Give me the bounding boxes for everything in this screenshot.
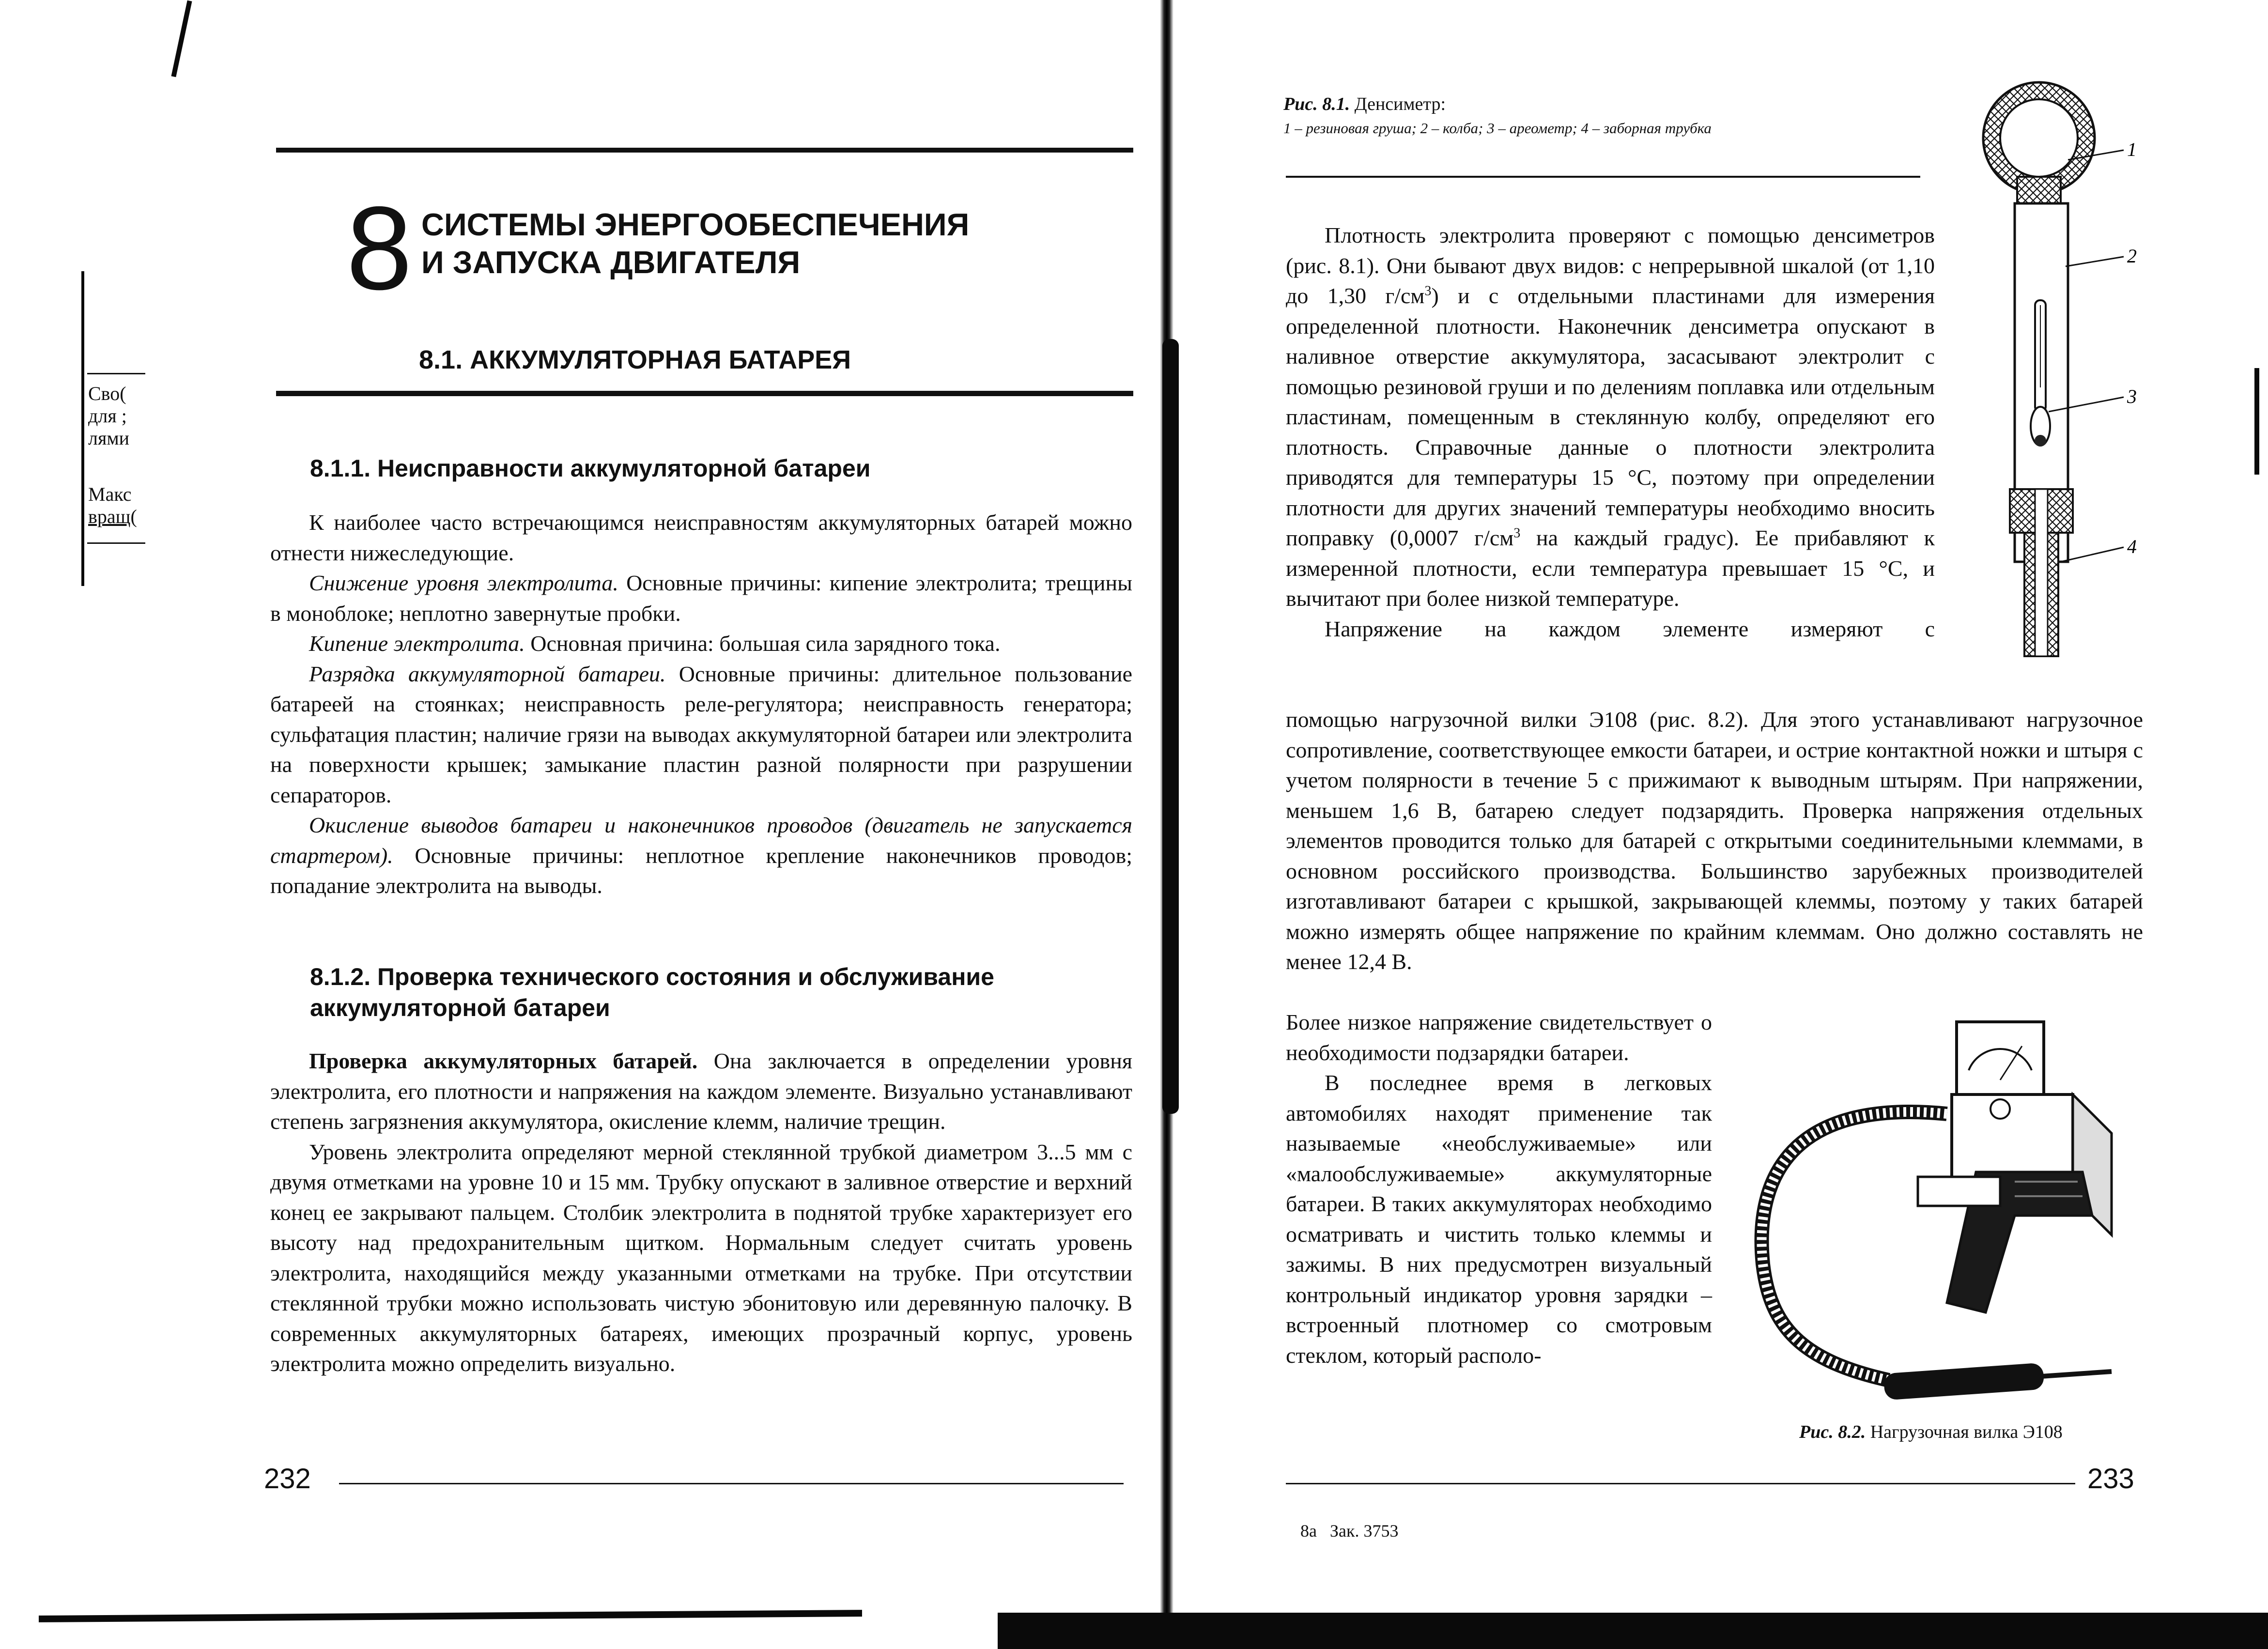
figure-label: 4 — [2127, 536, 2137, 557]
margin-rule — [87, 373, 145, 374]
left-body-2 — [270, 1046, 1132, 1379]
probe-shape — [1883, 1363, 2112, 1401]
subsection-title: 8.1.1. Неисправности аккумуляторной батареи — [310, 455, 871, 482]
paragraph: К наиболее часто встречающимся неисправностям аккумуляторных батарей можно отнести нижеследующие. — [270, 510, 1132, 565]
left-edge-mark — [171, 0, 192, 77]
footer-rule-left — [339, 1483, 1124, 1484]
paragraph: Снижение уровня электролита. Основные причины: кипение электролита; трещины в моноблоке; неплотно завернутые пробки. — [270, 570, 1133, 626]
handle-shape — [1918, 1172, 2092, 1312]
left-body-1 — [270, 508, 1132, 901]
left-edge-line — [81, 271, 84, 586]
caption-rule — [1286, 176, 1920, 178]
margin-fragment: лями — [88, 427, 130, 449]
figure-label: 3 — [2127, 385, 2137, 407]
margin-fragment: для ; — [88, 405, 127, 427]
margin-rule — [87, 542, 145, 544]
margin-fragment: Сво( — [88, 383, 126, 404]
cable-shape — [1762, 1112, 1947, 1380]
right-body-1 — [1286, 220, 1935, 644]
figure-label: 1 — [2127, 139, 2137, 160]
gutter-blot — [1162, 339, 1179, 1114]
right-edge-mark — [2254, 368, 2259, 475]
chapter-title — [421, 206, 969, 281]
top-rule-left — [276, 148, 1133, 153]
chapter-number: 8 — [346, 182, 413, 314]
paragraph: Проверка аккумуляторных батарей. Она заключается в определении уровня электролита, его плотности и напряжения на каждом элементе. Визуально устанавливают степень загрязнения аккумулятора, окисление клемм, наличие трещин. — [270, 1048, 1133, 1134]
bottom-scan-bar — [998, 1613, 2268, 1649]
margin-fragment: вращ( — [88, 506, 137, 527]
right-body-3 — [1286, 1007, 1712, 1371]
footer-rule-right — [1286, 1483, 2075, 1484]
paragraph: Плотность электролита проверяют с помощью денсиметров (рис. 8.1). Они бывают двух видов: с непрерывной шкалой (от 1,10 до 1,30 $г/см^3$) и с отдельными пластинами для измерения определенной плотности. Наконечник денсиметра опускают в наливное отверстие аккумулятора, засасывают электролит с помощью резиновой груши и по делениям поплавка или отдельным пластинам, помещенным в стеклянную колбу, определяют его плотность. Справочные данные о плотности электролита приводятся для температуры 15 °С, поэтому при определении плотности для других значений температуры необходимо вносить поправку (0,0007 $г/см^3$ на каждый градус). Ее прибавляют к измеренной плотности, если температура превышает 15 °С, и вычитают при более низкой температуре. — [1286, 223, 1935, 611]
paragraph: Напряжение на каждом элементе измеряют с — [1325, 616, 1935, 641]
paragraph: Уровень электролита определяют мерной стеклянной трубкой диаметром 3...5 мм с двумя отметками на уровне 10 и 15 мм. Трубку опускают в заливное отверстие и верхний конец ее закрывают пальцем. Столбик электролита в поднятой трубке характеризует его высоту над предохранительным щитком. Нормальным следует считать уровень электролита, находящийся между указанными отметками на трубке. При отсутствии стеклянной трубки можно использовать чистую эбонитовую или деревянную палочку. В современных аккумуляторных батареях, имеющих прозрачный корпус, уровень электролита можно определить визуально. — [270, 1139, 1132, 1376]
paragraph: Кипение электролита. Основная причина: большая сила зарядного тока. — [309, 631, 1001, 656]
paragraph: помощью нагрузочной вилки Э108 (рис. 8.2). Для этого устанавливают нагрузочное сопротивление, соответствующее емкости батареи, и острие контактной ножки и штыря с учетом полярности в течение 5 с прижимают к выводным штырям. При напряжении, меньшем 1,6 В, батарею следует подзарядить. Проверка напряжения отдельных элементов проводится только для батарей с открытыми соединительными клеммами, в основном российского производства. Большинство зарубежных производителей изготавливают батареи с крышкой, закрывающей клеммы, поэтому у таких батарей можно измерять общее напряжение по крайним клеммам. Оно должно составлять не менее 12,4 В. — [1286, 707, 2143, 974]
load-fork-figure — [1743, 1012, 2145, 1409]
chapter-title-line: СИСТЕМЫ ЭНЕРГООБЕСПЕЧЕНИЯ — [421, 207, 970, 242]
rubber-bulb-shape — [1983, 82, 2095, 206]
suction-tube-shape — [2010, 489, 2073, 656]
paragraph: Более низкое напряжение свидетельствует о необходимости подзарядки батареи. — [1286, 1010, 1712, 1065]
margin-fragments — [88, 383, 137, 528]
chapter-title-line: И ЗАПУСКА ДВИГАТЕЛЯ — [421, 245, 801, 280]
figure-caption: Рис. 8.1. Денсиметр: 1 – резиновая груша; 2 – колба; 3 – ареометр; 4 – заборная трубка — [1283, 94, 1712, 137]
subsection-title: 8.1.2. Проверка технического состояния и обслуживание аккумуляторной батареи — [310, 963, 994, 1021]
margin-fragment: Макс — [88, 483, 132, 505]
section-title: 8.1. АККУМУЛЯТОРНАЯ БАТАРЕЯ — [419, 345, 851, 374]
section-rule — [276, 391, 1133, 396]
right-body-2 — [1286, 705, 2143, 977]
bottom-left-streak — [39, 1610, 862, 1622]
paragraph: Окисление выводов батареи и наконечников проводов (двигатель не запускается стартером). Основные причины: неплотное крепление наконечников проводов; попадание электролита на выводы. — [270, 813, 1132, 898]
paragraph: Разрядка аккумуляторной батареи. Основные причины: длительное пользование батареей на стоянках; неисправность реле-регулятора; неисправность генератора; сульфатация пластин; наличие грязи на выводах аккумуляторной батареи или электролита на поверхности крышек; замыкание пластин разной полярности при разрушении сепараторов. — [270, 661, 1132, 807]
figure-label: 2 — [2127, 245, 2137, 267]
figure-caption: Рис. 8.2. Нагрузочная вилка Э108 — [1799, 1422, 2063, 1442]
page-number: 233 — [2087, 1463, 2134, 1495]
paragraph: В последнее время в легковых автомобилях находят применение так называемые «необслуживаемые» или «малообслуживаемые» аккумуляторные батареи. В таких аккумуляторах необходимо осматривать и чистить только клеммы и зажимы. В них предусмотрен визуальный контрольный индикатор уровня зарядки – встроенный плотномер со смотровым стеклом, который располо- — [1286, 1070, 1712, 1368]
page-number: 232 — [264, 1463, 311, 1495]
footer-mark: 8а Зак. 3753 — [1300, 1521, 1399, 1541]
densimeter-figure — [1952, 73, 2155, 683]
